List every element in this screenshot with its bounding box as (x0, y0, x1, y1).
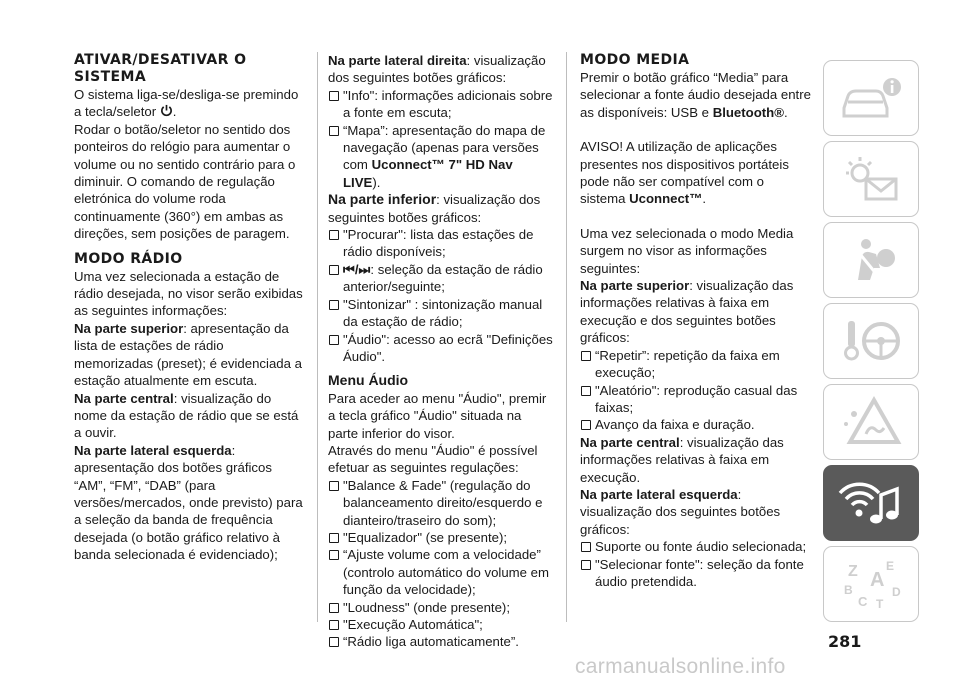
tab-starting-driving[interactable] (823, 303, 919, 379)
list-item: "Loudness" (onde presente); (328, 599, 553, 616)
paragraph: Na parte central: visualização do nome da estação de rádio que se está a ouvir. (74, 390, 299, 441)
paragraph: Através do menu "Áudio" é possível efetuar as seguintes regulações: (328, 442, 538, 476)
car-info-icon (836, 70, 906, 126)
watermark: carmanualsonline.info (575, 655, 786, 678)
paragraph: O sistema liga-se/desliga-se premindo a tecla/seletor . (74, 87, 299, 120)
paragraph: Para aceder ao menu "Áudio", premir a tecla gráfico "Áudio" situada na parte inferior do visor. (328, 390, 547, 441)
warning-triangle-icon (836, 394, 906, 450)
svg-text:B: B (844, 583, 853, 597)
paragraph: Na parte inferior: visualização dos seguintes botões gráficos: (328, 191, 541, 225)
list-item: "Selecionar fonte": seleção da fonte áudio pretendida. (580, 556, 812, 591)
list-item: “Ajuste volume com a velocidade” (controlo automático do volume em função da velocidade); (328, 546, 553, 598)
tab-car-info[interactable] (823, 60, 919, 136)
list-item: ⏮/⏭: seleção da estação de rádio anterior/seguinte; (328, 261, 553, 296)
lights-message-icon (836, 151, 906, 207)
seatbelt-airbag-icon (836, 232, 906, 288)
paragraph: Na parte lateral esquerda: visualização dos seguintes botões gráficos: (580, 486, 781, 537)
paragraph: Na parte superior: visualização das informações relativas à faixa em execução e dos seguintes botões gráficos: (580, 278, 794, 346)
heading-system-onoff: ATIVAR/DESATIVAR O SISTEMA (74, 52, 247, 85)
paragraph: Premir o botão gráfico “Media” para selecionar a fonte áudio desejada entre as disponíveis: USB e Bluetooth®. (580, 70, 811, 120)
prev-next-icon: ⏮/⏭ (343, 261, 371, 277)
list-item: “Repetir”: repetição da faixa em execução; (580, 347, 812, 382)
multimedia-icon (836, 475, 906, 531)
list-item: "Execução Automática"; (328, 616, 553, 633)
tab-lights-messages[interactable] (823, 141, 919, 217)
list-item: "Aleatório": reprodução casual das faixas; (580, 382, 812, 417)
paragraph: Na parte lateral esquerda: apresentação dos botões gráficos “AM”, “FM”, “DAB” (para versões/mercados, onde previsto) para a seleção da banda de frequência desejada (o botão gráfico relativo à banda selecionada é evidenciado); (74, 442, 303, 563)
index-icon (836, 556, 906, 612)
tab-multimedia[interactable] (823, 465, 919, 541)
paragraph: Na parte lateral direita: visualização dos seguintes botões gráficos: (328, 53, 546, 86)
list-item: "Procurar": lista das estações de rádio disponíveis; (328, 226, 553, 261)
list-item: Avanço da faixa e duração. (580, 416, 812, 433)
list-item: “Rádio liga automaticamente”. (328, 633, 553, 650)
heading-audio-menu: Menu Áudio (328, 372, 409, 389)
list-item: "Info": informações adicionais sobre a fonte em escuta; (328, 87, 553, 122)
list-item: "Equalizador" (se presente); (328, 529, 553, 546)
page-number: 281 (828, 632, 862, 651)
svg-text:D: D (892, 585, 901, 599)
svg-text:C: C (858, 594, 868, 609)
paragraph: Uma vez selecionada o modo Media surgem no visor as informações seguintes: (580, 225, 794, 276)
list-item: "Áudio": acesso ao ecrã "Definições Áudio". (328, 331, 553, 366)
paragraph: Uma vez selecionada a estação de rádio desejada, no visor serão exibidas as seguintes informações: (74, 268, 303, 319)
svg-text:Z: Z (848, 563, 858, 580)
column-divider (317, 52, 318, 622)
column-right (580, 52, 812, 590)
svg-text:T: T (876, 597, 884, 611)
paragraph: Na parte superior: apresentação da lista de estações de rádio memorizadas (preset); é evidenciada a estação atualmente em escuta. (74, 320, 302, 389)
power-icon (160, 104, 173, 117)
paragraph: Na parte central: visualização das informações relativas à faixa em execução. (580, 434, 784, 485)
tab-index[interactable] (823, 546, 919, 622)
key-steering-icon (836, 313, 906, 369)
svg-text:A: A (870, 569, 885, 591)
column-middle (328, 52, 553, 651)
svg-text:E: E (886, 559, 895, 573)
heading-media-mode: MODO MEDIA (580, 52, 690, 68)
list-item: “Mapa”: apresentação do mapa de navegação (apenas para versões com Uconnect™ 7" HD Nav LIVE). (328, 122, 553, 192)
list-item: "Sintonizar" : sintonização manual da estação de rádio; (328, 296, 553, 331)
list-item: "Balance & Fade" (regulação do balanceamento direito/esquerdo e dianteiro/traseiro do som); (328, 477, 553, 529)
list-item: Suporte ou fonte áudio selecionada; (580, 538, 812, 555)
paragraph: Rodar o botão/seletor no sentido dos ponteiros do relógio para aumentar o volume ou no sentido contrário para o diminuir. O comando de regulação eletrónica do volume roda continuamente (360°) em ambas as direções, sem posições de paragem. (74, 121, 296, 242)
chapter-sidebar (823, 60, 919, 627)
tab-safety[interactable] (823, 222, 919, 298)
tab-emergency[interactable] (823, 384, 919, 460)
paragraph: AVISO! A utilização de aplicações presentes nos dispositivos portáteis pode não ser compatível com o sistema Uconnect™. (580, 139, 789, 207)
column-divider (566, 52, 567, 622)
column-left (74, 52, 304, 564)
heading-radio-mode: MODO RÁDIO (74, 250, 183, 267)
